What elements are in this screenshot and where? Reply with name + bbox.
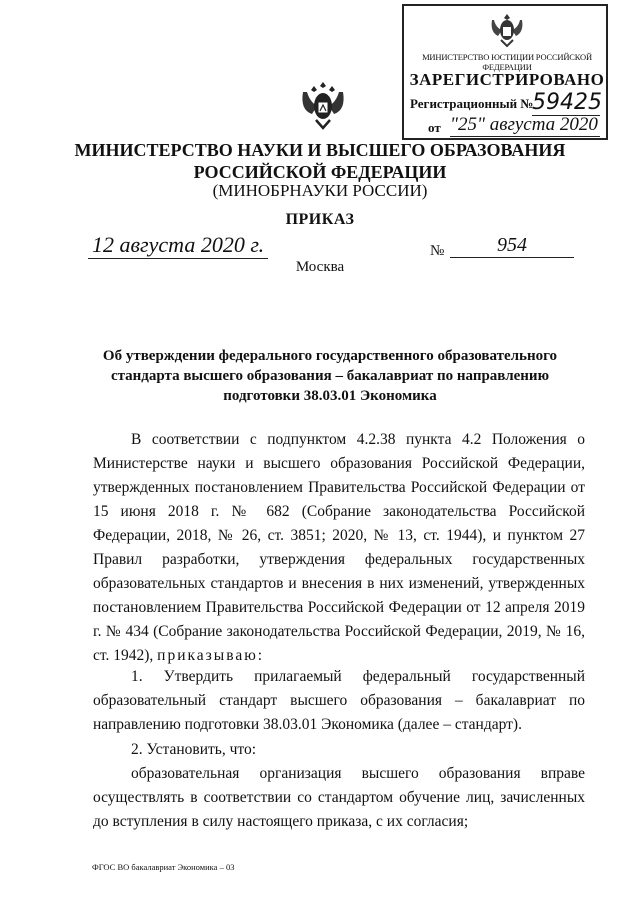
stamp-registered: ЗАРЕГИСТРИРОВАНО (409, 70, 605, 89)
stamp-reg-number-label: Регистрационный № (410, 96, 534, 111)
stamp-ministry: МИНИСТЕРСТВО ЮСТИЦИИ РОССИЙСКОЙ ФЕДЕРАЦИИ (422, 52, 592, 72)
order-city: Москва (295, 259, 345, 275)
order-number: 954 (450, 234, 574, 258)
federation-name: РОССИЙСКОЙ ФЕДЕРАЦИИ (193, 162, 447, 182)
ministry-name: МИНИСТЕРСТВО НАУКИ И ВЫСШЕГО ОБРАЗОВАНИЯ (74, 140, 566, 160)
paragraph-preamble (93, 428, 585, 668)
stamp-date-value: "25" августа 2020 (450, 114, 600, 137)
paragraph-1: 1. Утвердить прилагаемый федеральный государственный образовательный стандарт высшего образования – бакалавриат по направлению подготовки 38.03.01 Экономика (далее – стандарт). (93, 668, 585, 733)
order-number-label: № (430, 243, 445, 259)
paragraph-2-item: образовательная организация высшего образования вправе осуществлять в соответствии со стандартом обучение лиц, зачисленных до вступления в силу настоящего приказа, с их согласия; (93, 765, 585, 830)
state-emblem-icon (298, 80, 348, 132)
document-title: Об утверждении федерального государственного образовательного стандарта высшего образования – бакалавриат по направлению подготовки 38.03.01 Экономика (102, 348, 558, 404)
coat-of-arms-icon (486, 10, 528, 50)
registration-stamp (402, 4, 608, 140)
order-date: 12 августа 2020 г. (88, 232, 268, 259)
preamble-command: приказываю: (157, 647, 265, 664)
stamp-date-label: от (428, 120, 441, 135)
ministry-abbr: (МИНОБРНАУКИ РОССИИ) (212, 181, 428, 200)
paragraph-2: 2. Установить, что: (131, 741, 257, 758)
order-title: ПРИКАЗ (285, 211, 355, 228)
stamp-reg-number-value: 59425 (532, 90, 602, 115)
footer-note: ФГОС ВО бакалавриат Экономика – 03 (92, 862, 235, 872)
preamble-text: В соответствии с подпунктом 4.2.38 пункта 4.2 Положения о Министерстве науки и высшего образования Российской Федерации, утвержденных постановлением Правительства Российской Федерации от 15 июня 2018 г. № 682 (Собрание законодательства Российской Федерации, 2018, № 26, ст. 3851; 2020, № 13, ст. 1944), и пунктом 27 Правил разработки, утверждения федеральных государственных образовательных стандартов и внесения в них изменений, утвержденных постановлением Правительства Российской Федерации от 12 апреля 2019 г. № 434 (Собрание законодательства Российской Федерации, 2019, № 16, ст. 1942), (93, 431, 585, 664)
